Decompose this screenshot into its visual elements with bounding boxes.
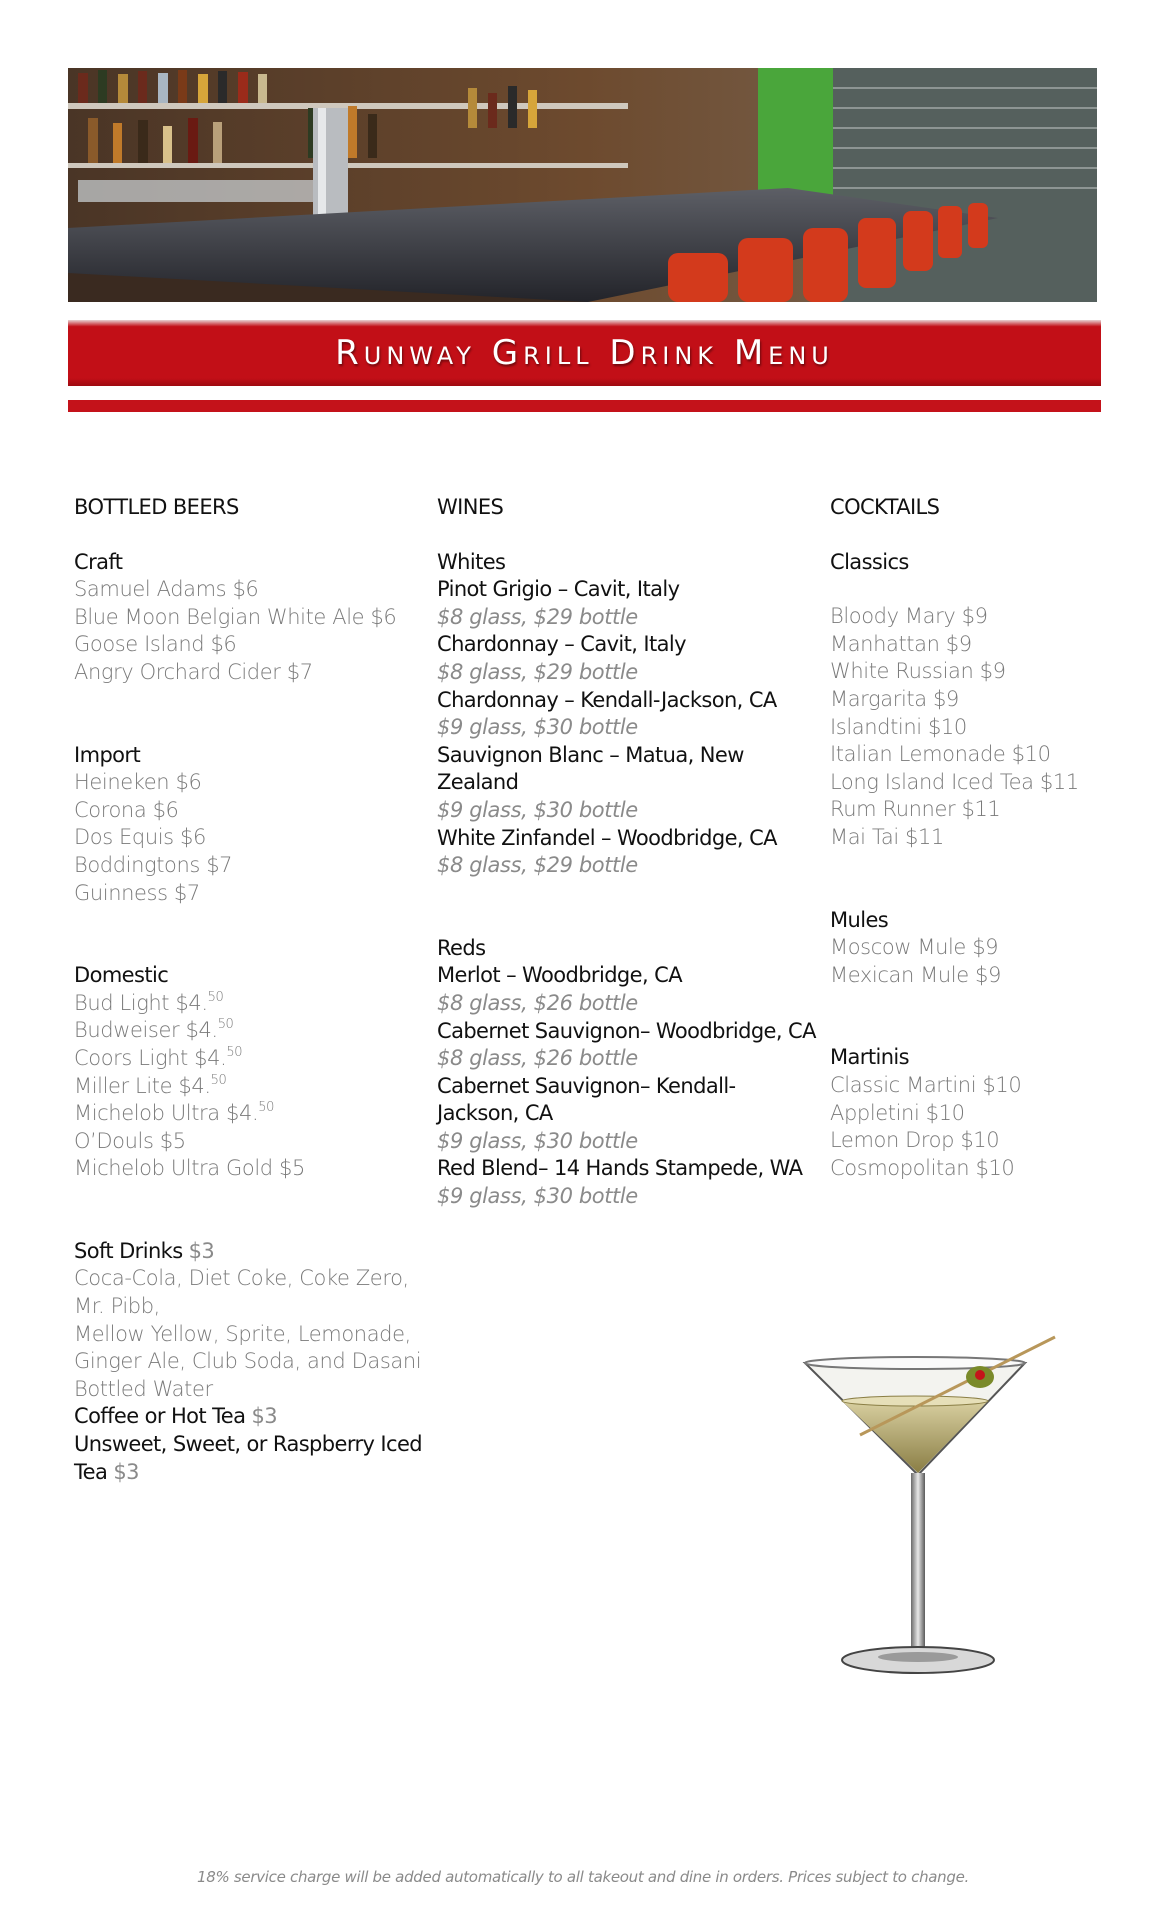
wine-price: $8 glass, $29 bottle [437, 659, 638, 684]
list-item: Classic Martini $10 [830, 1072, 1022, 1097]
menu-title: Runway Grill Drink Menu [335, 333, 834, 373]
wine-name: White Zinfandel – Woodbridge, CA [437, 825, 777, 850]
list-item: Rum Runner $11 [830, 797, 1001, 822]
soft-drinks-label: Soft Drinks [74, 1238, 183, 1263]
list-item: Heineken $6 [74, 770, 202, 795]
wine-price: $9 glass, $30 bottle [437, 715, 638, 740]
soft-drinks-price: $3 [188, 1238, 215, 1263]
iced-tea-price: $3 [113, 1459, 139, 1484]
martini-glass-icon [800, 1335, 1065, 1685]
beers-column [74, 494, 434, 1486]
soft-drinks-title [74, 1238, 434, 1266]
cocktails-heading: COCKTAILS [830, 495, 940, 519]
martinis-title: Martinis [830, 1045, 909, 1070]
wine-price: $8 glass, $26 bottle [437, 990, 638, 1015]
list-item: Goose Island $6 [74, 632, 237, 657]
classics-title: Classics [830, 549, 909, 574]
bar-photo [68, 68, 1097, 302]
list-item: Islandtini $10 [830, 714, 967, 739]
list-item [74, 1017, 434, 1045]
item-cents: 50 [207, 989, 224, 1005]
service-charge-note: 18% service charge will be added automatically to all takeout and dine in orders. Prices subject to change. [196, 1868, 970, 1886]
beers-heading: BOTTLED BEERS [74, 495, 239, 519]
list-item [74, 990, 434, 1018]
wine-price: $9 glass, $30 bottle [437, 1128, 638, 1153]
list-item: Mai Tai $11 [830, 824, 944, 849]
list-item: Lemon Drop $10 [830, 1128, 1000, 1153]
item-name: Budweiser $4. [74, 1018, 218, 1043]
item-cents: 50 [258, 1100, 274, 1116]
item-name: Coors Light $4. [74, 1045, 227, 1070]
wine-price: $8 glass, $26 bottle [437, 1046, 638, 1071]
wine-name: Red Blend– 14 Hands Stampede, WA [437, 1156, 803, 1181]
item-name: Michelob Ultra Gold $5 [74, 1156, 305, 1181]
wine-name: Merlot – Woodbridge, CA [437, 963, 682, 988]
whites-title: Whites [437, 549, 506, 574]
coffee-item [74, 1403, 434, 1431]
list-item [74, 1128, 434, 1156]
iced-tea-label: Unsweet, Sweet, or Raspberry Iced Tea [74, 1432, 423, 1484]
item-cents: 50 [210, 1072, 227, 1088]
mules-title: Mules [830, 907, 889, 932]
item-name: O’Douls $5 [74, 1128, 186, 1153]
wine-name: Cabernet Sauvignon– Kendall-Jackson, CA [437, 1073, 736, 1126]
list-item: Angry Orchard Cider $7 [74, 659, 313, 684]
iced-tea-item [74, 1431, 434, 1486]
list-item: Blue Moon Belgian White Ale $6 [74, 604, 397, 629]
list-item [74, 1155, 434, 1183]
wine-name: Chardonnay – Cavit, Italy [437, 632, 686, 657]
item-cents: 50 [226, 1044, 243, 1060]
wine-price: $9 glass, $30 bottle [437, 797, 638, 822]
list-item: Dos Equis $6 [74, 825, 206, 850]
list-item: Samuel Adams $6 [74, 577, 259, 602]
list-item: Margarita $9 [830, 686, 959, 711]
list-item: Guinness $7 [74, 880, 200, 905]
domestic-title: Domestic [74, 963, 169, 988]
coffee-price: $3 [251, 1404, 277, 1429]
item-name: Michelob Ultra $4. [74, 1101, 259, 1126]
list-item: Appletini $10 [830, 1100, 965, 1125]
import-title: Import [74, 742, 141, 767]
wine-name: Pinot Grigio – Cavit, Italy [437, 577, 680, 602]
item-cents: 50 [217, 1017, 234, 1033]
list-item [74, 1045, 434, 1073]
list-item: Bloody Mary $9 [830, 604, 988, 629]
wine-price: $9 glass, $30 bottle [437, 1184, 638, 1209]
list-item [74, 1073, 434, 1101]
list-item: Cosmopolitan $10 [830, 1155, 1015, 1180]
wines-column [437, 494, 817, 1211]
list-item: Manhattan $9 [830, 631, 972, 656]
list-item: Long Island Iced Tea $11 [830, 769, 1079, 794]
list-item: Italian Lemonade $10 [830, 742, 1051, 767]
wine-price: $8 glass, $29 bottle [437, 604, 638, 629]
wine-price: $8 glass, $29 bottle [437, 853, 638, 878]
item-name: Bud Light $4. [74, 990, 208, 1015]
menu-title-banner [68, 320, 1101, 386]
reds-title: Reds [437, 935, 486, 960]
cocktails-column [830, 494, 1100, 1182]
red-divider [68, 400, 1101, 412]
soft-drinks-list-1: Coca-Cola, Diet Coke, Coke Zero, Mr. Pibb, [74, 1266, 409, 1319]
item-name: Miller Lite $4. [74, 1073, 211, 1098]
wine-name: Chardonnay – Kendall-Jackson, CA [437, 687, 777, 712]
craft-title: Craft [74, 549, 123, 574]
list-item: Mexican Mule $9 [830, 962, 1001, 987]
wine-name: Sauvignon Blanc – Matua, New Zealand [437, 742, 744, 795]
list-item: Boddingtons $7 [74, 852, 233, 877]
soft-drinks-list-2: Mellow Yellow, Sprite, Lemonade, Ginger Ale, Club Soda, and Dasani Bottled Water [74, 1321, 422, 1401]
list-item: Corona $6 [74, 797, 179, 822]
wine-name: Cabernet Sauvignon– Woodbridge, CA [437, 1018, 816, 1043]
list-item [74, 1100, 434, 1128]
wines-heading: WINES [437, 495, 504, 519]
list-item: Moscow Mule $9 [830, 935, 999, 960]
list-item: White Russian $9 [830, 659, 1006, 684]
coffee-label: Coffee or Hot Tea [74, 1404, 246, 1429]
